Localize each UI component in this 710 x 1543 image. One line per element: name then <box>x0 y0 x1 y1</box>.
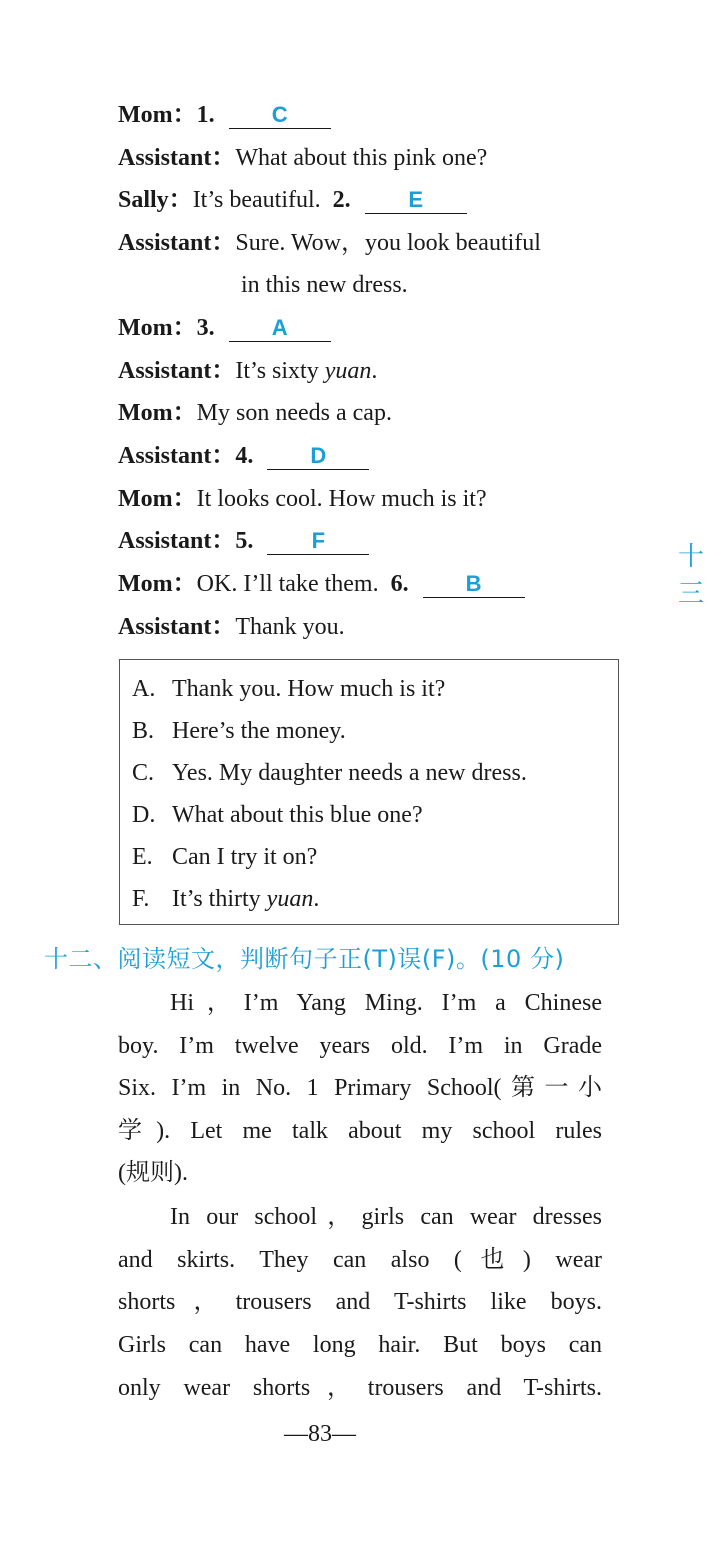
speaker: Assistant： <box>118 528 236 554</box>
italic-word: yuan <box>324 358 372 384</box>
dialogue-tail: . <box>371 358 378 384</box>
speaker: Mom： <box>118 400 197 426</box>
dialogue-line-6 <box>118 356 377 386</box>
blank-number: 6. <box>390 571 409 597</box>
speaker: Assistant： <box>118 145 236 171</box>
passage-line-3: Six. I’m in No. 1 Primary School(第一小 <box>118 1075 602 1101</box>
passage-line-6: In our school，girls can wear dresses <box>170 1204 602 1230</box>
option-b <box>132 716 346 746</box>
option-f <box>132 884 319 914</box>
option-letter: B. <box>132 718 155 744</box>
dialogue-line-9 <box>118 484 487 514</box>
passage-line-2: boy. I’m twelve years old. I’m in Grade <box>118 1033 602 1059</box>
dialogue-text: What about this pink one? <box>235 145 488 171</box>
passage-line-9: Girls can have long hair. But boys can <box>118 1332 602 1358</box>
answer-blank: A <box>229 315 331 342</box>
speaker: Assistant： <box>118 443 236 469</box>
dialogue-text: Thank you. <box>235 614 345 640</box>
option-letter: E. <box>132 844 153 870</box>
answer-blank: B <box>423 571 525 598</box>
dialogue-line-12 <box>118 612 345 642</box>
dialogue-line-4-continued <box>241 270 408 300</box>
speaker: Mom： <box>118 486 197 512</box>
passage-line-5: (规则). <box>118 1160 188 1186</box>
page-number: —83— <box>284 1421 356 1447</box>
option-tail: . <box>313 886 320 912</box>
italic-word: yuan <box>266 886 314 912</box>
option-letter: F. <box>132 886 150 912</box>
side-section-mark: 十三 <box>678 542 705 609</box>
answer-blank: E <box>365 187 467 214</box>
blank-number: 1. <box>196 102 215 128</box>
dialogue-line-4 <box>118 228 541 258</box>
option-letter: A. <box>132 676 156 702</box>
passage-line-4: 学). Let me talk about my school rules <box>118 1118 602 1144</box>
option-text: Can I try it on? <box>172 844 318 870</box>
answer-blank: D <box>267 443 369 470</box>
option-text: Here’s the money. <box>172 718 346 744</box>
passage-line-1: Hi，I’m Yang Ming. I’m a Chinese <box>170 990 602 1016</box>
option-letter: D. <box>132 802 156 828</box>
dialogue-line-7 <box>118 398 392 428</box>
speaker: Assistant： <box>118 614 236 640</box>
dialogue-text: It looks cool. How much is it? <box>196 486 487 512</box>
dialogue-text: It’s sixty <box>235 358 325 384</box>
option-e <box>132 842 317 872</box>
option-text: Thank you. How much is it? <box>172 676 446 702</box>
answer-blank: C <box>229 102 331 129</box>
dialogue-line-5 <box>118 313 331 343</box>
speaker: Mom： <box>118 102 197 128</box>
dialogue-line-8 <box>118 441 369 471</box>
answer-blank: F <box>267 528 369 555</box>
speaker: Mom： <box>118 571 197 597</box>
dialogue-line-1 <box>118 100 331 130</box>
dialogue-text: in this new dress. <box>241 272 408 298</box>
option-text: It’s thirty <box>172 886 267 912</box>
option-a <box>132 674 445 704</box>
dialogue-line-11 <box>118 569 525 599</box>
blank-number: 4. <box>235 443 254 469</box>
dialogue-text: Sure. Wow，you look beautiful <box>235 230 541 256</box>
speaker: Mom： <box>118 315 197 341</box>
dialogue-text: My son needs a cap. <box>196 400 392 426</box>
option-d <box>132 800 423 830</box>
passage-line-7: and skirts. They can also (也) wear <box>118 1247 602 1273</box>
speaker: Sally： <box>118 187 193 213</box>
speaker: Assistant： <box>118 230 236 256</box>
blank-number: 5. <box>235 528 254 554</box>
option-text: What about this blue one? <box>172 802 423 828</box>
dialogue-text: It’s beautiful. <box>192 187 321 213</box>
passage-line-8: shorts，trousers and T-shirts like boys. <box>118 1289 602 1315</box>
dialogue-line-3 <box>118 185 467 215</box>
blank-number: 2. <box>332 187 351 213</box>
dialogue-line-10 <box>118 526 369 556</box>
speaker: Assistant： <box>118 358 236 384</box>
blank-number: 3. <box>196 315 215 341</box>
section-title: 十二、阅读短文，判断句子正(T)误(F)。(10 分) <box>44 945 565 973</box>
passage-line-10: only wear shorts，trousers and T-shirts. <box>118 1375 602 1401</box>
options-box <box>119 659 619 925</box>
option-letter: C. <box>132 760 155 786</box>
option-text: Yes. My daughter needs a new dress. <box>172 760 527 786</box>
option-c <box>132 758 527 788</box>
dialogue-line-2 <box>118 143 487 173</box>
dialogue-text: OK. I’ll take them. <box>196 571 379 597</box>
